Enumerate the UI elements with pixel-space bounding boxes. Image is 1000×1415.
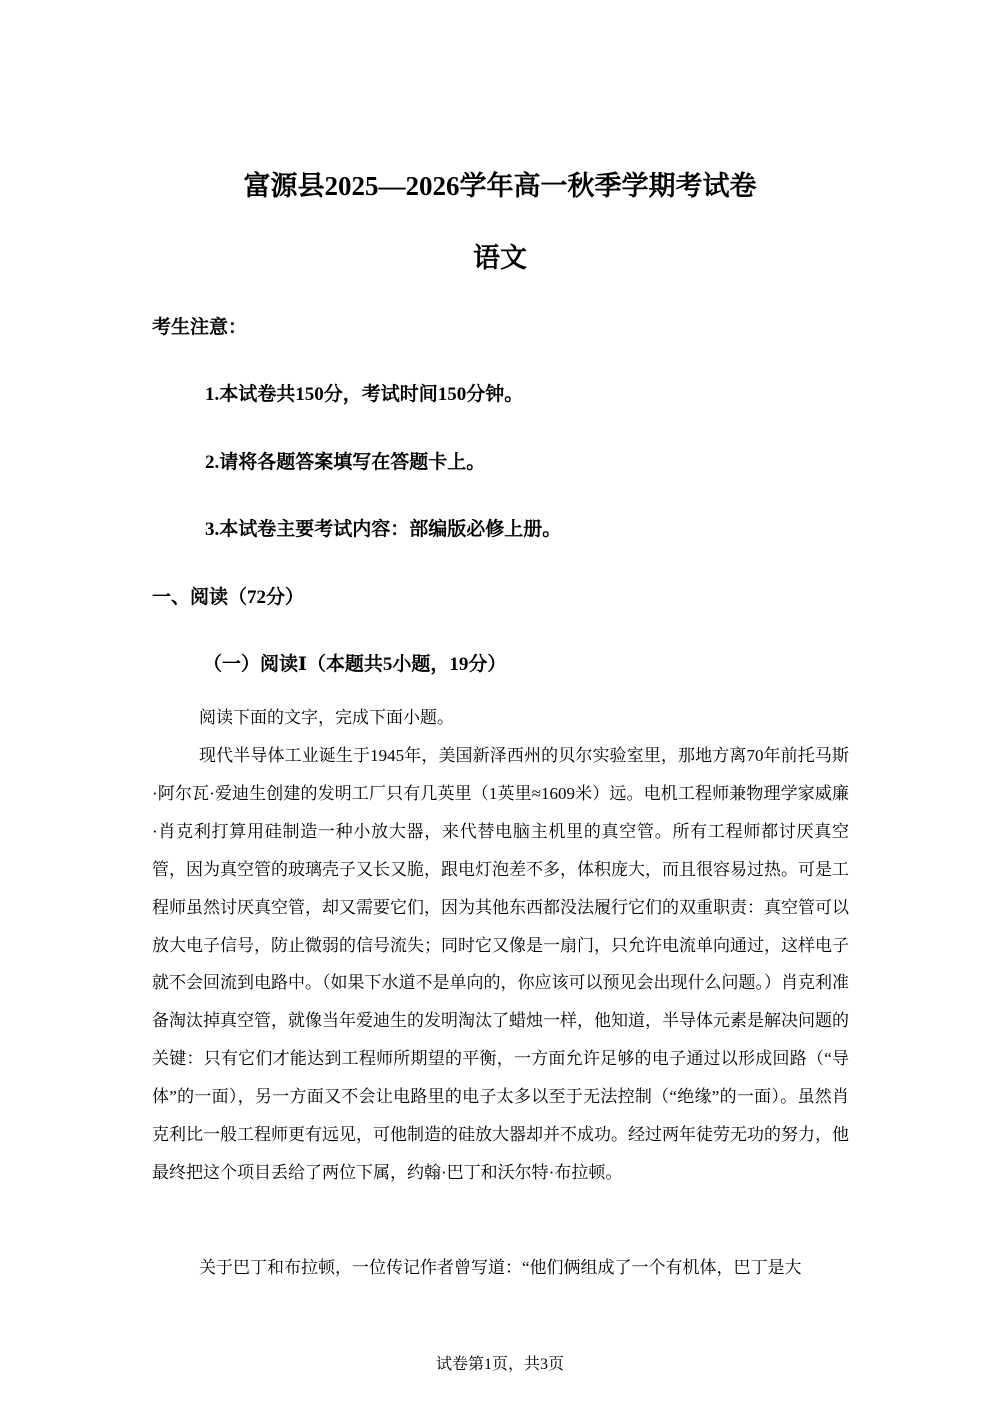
notice-item-3: 3.本试卷主要考试内容：部编版必修上册。 — [205, 519, 562, 540]
reading-instruction: 阅读下面的文字，完成下面小题。 — [199, 708, 454, 727]
exam-title: 富源县2025—2026学年高一秋季学期考试卷 — [243, 171, 757, 201]
section-heading: 一、阅读（72分） — [152, 587, 305, 608]
notice-item-1: 1.本试卷共150分，考试时间150分钟。 — [205, 384, 524, 405]
passage-paragraph-1: 现代半导体工业诞生于1945年，美国新泽西州的贝尔实验室里，那地方离70年前托马斯·阿尔瓦·爱迪生创建的发明工厂只有几英里（1英里≈1609米）远。电机工程师兼物理学家威廉·肖克利打算用硅制造一种小放大器，来代替电脑主机里的真空管。所有工程师都讨厌真空管，因为真空管的玻璃壳子又长又脆，跟电灯泡差不多，体积庞大，而且很容易过热。可是工程师虽然讨厌真空管，却又需要它们，因为其他东西都没法履行它们的双重职责：真空管可以放大电子信号，防止微弱的信号流失；同时它又像是一扇门，只允许电流单向通过，这样电子就不会回流到电路中。（如果下水道不是单向的，你应该可以预见会出现什么问题。）肖克利准备淘汰掉真空管，就像当年爱迪生的发明淘汰了蜡烛一样，他知道，半导体元素是解决问题的关键：只有它们才能达到工程师所期望的平衡，一方面允许足够的电子通过以形成回路（“导体”的一面），另一方面又不会让电路里的电子太多以至于无法控制（“绝缘”的一面）。虽然肖克利比一般工程师更有远见，可他制造的硅放大器却并不成功。经过两年徒劳无功的努力，他最终把这个项目丢给了两位下属，约翰·巴丁和沃尔特·布拉顿。 — [152, 746, 849, 1182]
sub-heading: （一）阅读Ⅰ（本题共5小题，19分） — [203, 654, 507, 675]
passage-paragraph-2: 关于巴丁和布拉顿，一位传记作者曾写道：“他们俩组成了一个有机体，巴丁是大 — [199, 1258, 802, 1277]
notice-heading: 考生注意： — [152, 317, 248, 338]
page-footer: 试卷第1页，共3页 — [435, 1356, 564, 1373]
notice-item-2: 2.请将各题答案填写在答题卡上。 — [205, 452, 486, 473]
subject-title: 语文 — [473, 243, 527, 273]
